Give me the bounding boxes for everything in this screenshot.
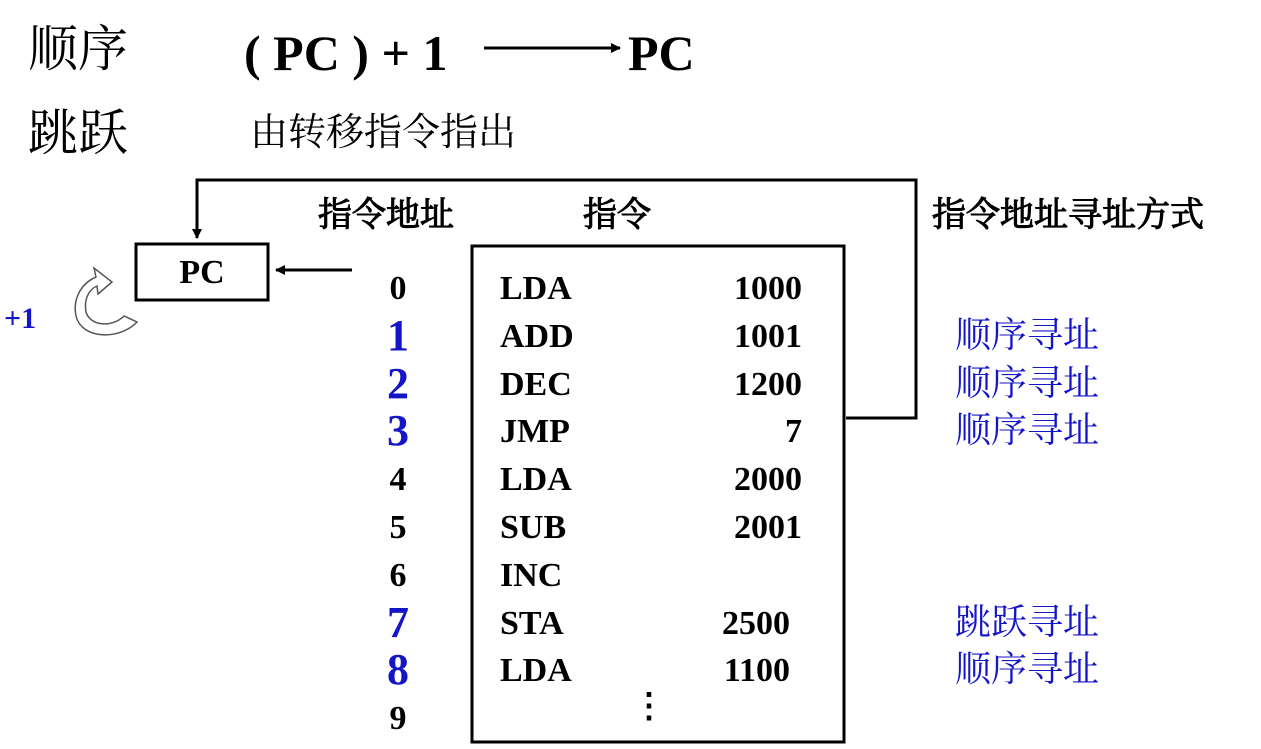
instruction-opcode: DEC xyxy=(500,365,572,403)
instruction-operand: 7 xyxy=(785,413,802,451)
instruction-address: 3 xyxy=(387,406,409,456)
ellipsis: ⋮ xyxy=(632,688,666,725)
addressing-mode: 跳跃寻址 xyxy=(955,601,1100,643)
instruction-opcode: LDA xyxy=(500,652,572,690)
pc-increment-formula: ( PC ) + 1 xyxy=(244,25,448,81)
formula-target-pc: PC xyxy=(628,25,695,81)
pc-label: PC xyxy=(179,254,225,291)
instruction-address: 7 xyxy=(387,597,409,647)
instruction-operand: 2001 xyxy=(734,509,802,546)
sequential-label: 顺序 xyxy=(28,20,128,78)
jump-description: 由转移指令指出 xyxy=(250,110,517,154)
instruction-address: 5 xyxy=(389,509,407,546)
header-addressing-mode: 指令地址寻址方式 xyxy=(932,195,1204,235)
instruction-opcode: STA xyxy=(500,604,564,642)
instruction-operand: 1000 xyxy=(734,270,802,307)
instruction-operand: 2500 xyxy=(722,604,790,642)
increment-curve-arrow-icon xyxy=(75,268,137,335)
addressing-mode: 顺序寻址 xyxy=(955,362,1100,404)
instruction-address: 8 xyxy=(387,645,409,695)
addressing-mode: 顺序寻址 xyxy=(955,314,1100,356)
instruction-address: 6 xyxy=(389,556,407,594)
instruction-opcode: INC xyxy=(500,556,563,594)
instruction-opcode: JMP xyxy=(500,413,570,451)
header-instruction: 指令 xyxy=(583,195,651,235)
jump-label: 跳跃 xyxy=(28,104,128,162)
instruction-operand: 2000 xyxy=(734,461,802,499)
instruction-opcode: LDA xyxy=(500,270,572,307)
instruction-operand: 1200 xyxy=(734,365,802,403)
instruction-operand: 1001 xyxy=(734,317,802,355)
plus-one-label: +1 xyxy=(4,302,37,335)
instruction-opcode: SUB xyxy=(500,509,567,546)
instruction-opcode: LDA xyxy=(500,461,572,499)
addressing-mode: 顺序寻址 xyxy=(955,410,1100,452)
instruction-address: 1 xyxy=(387,310,409,360)
instruction-address: 2 xyxy=(387,358,409,408)
instruction-address: 0 xyxy=(389,270,407,307)
instruction-operand: 1100 xyxy=(723,652,790,690)
header-instruction-address: 指令地址 xyxy=(318,195,454,235)
instruction-opcode: ADD xyxy=(500,317,574,355)
instruction-address: 4 xyxy=(389,461,407,499)
addressing-mode: 顺序寻址 xyxy=(955,649,1100,691)
instruction-address: 9 xyxy=(389,700,407,738)
